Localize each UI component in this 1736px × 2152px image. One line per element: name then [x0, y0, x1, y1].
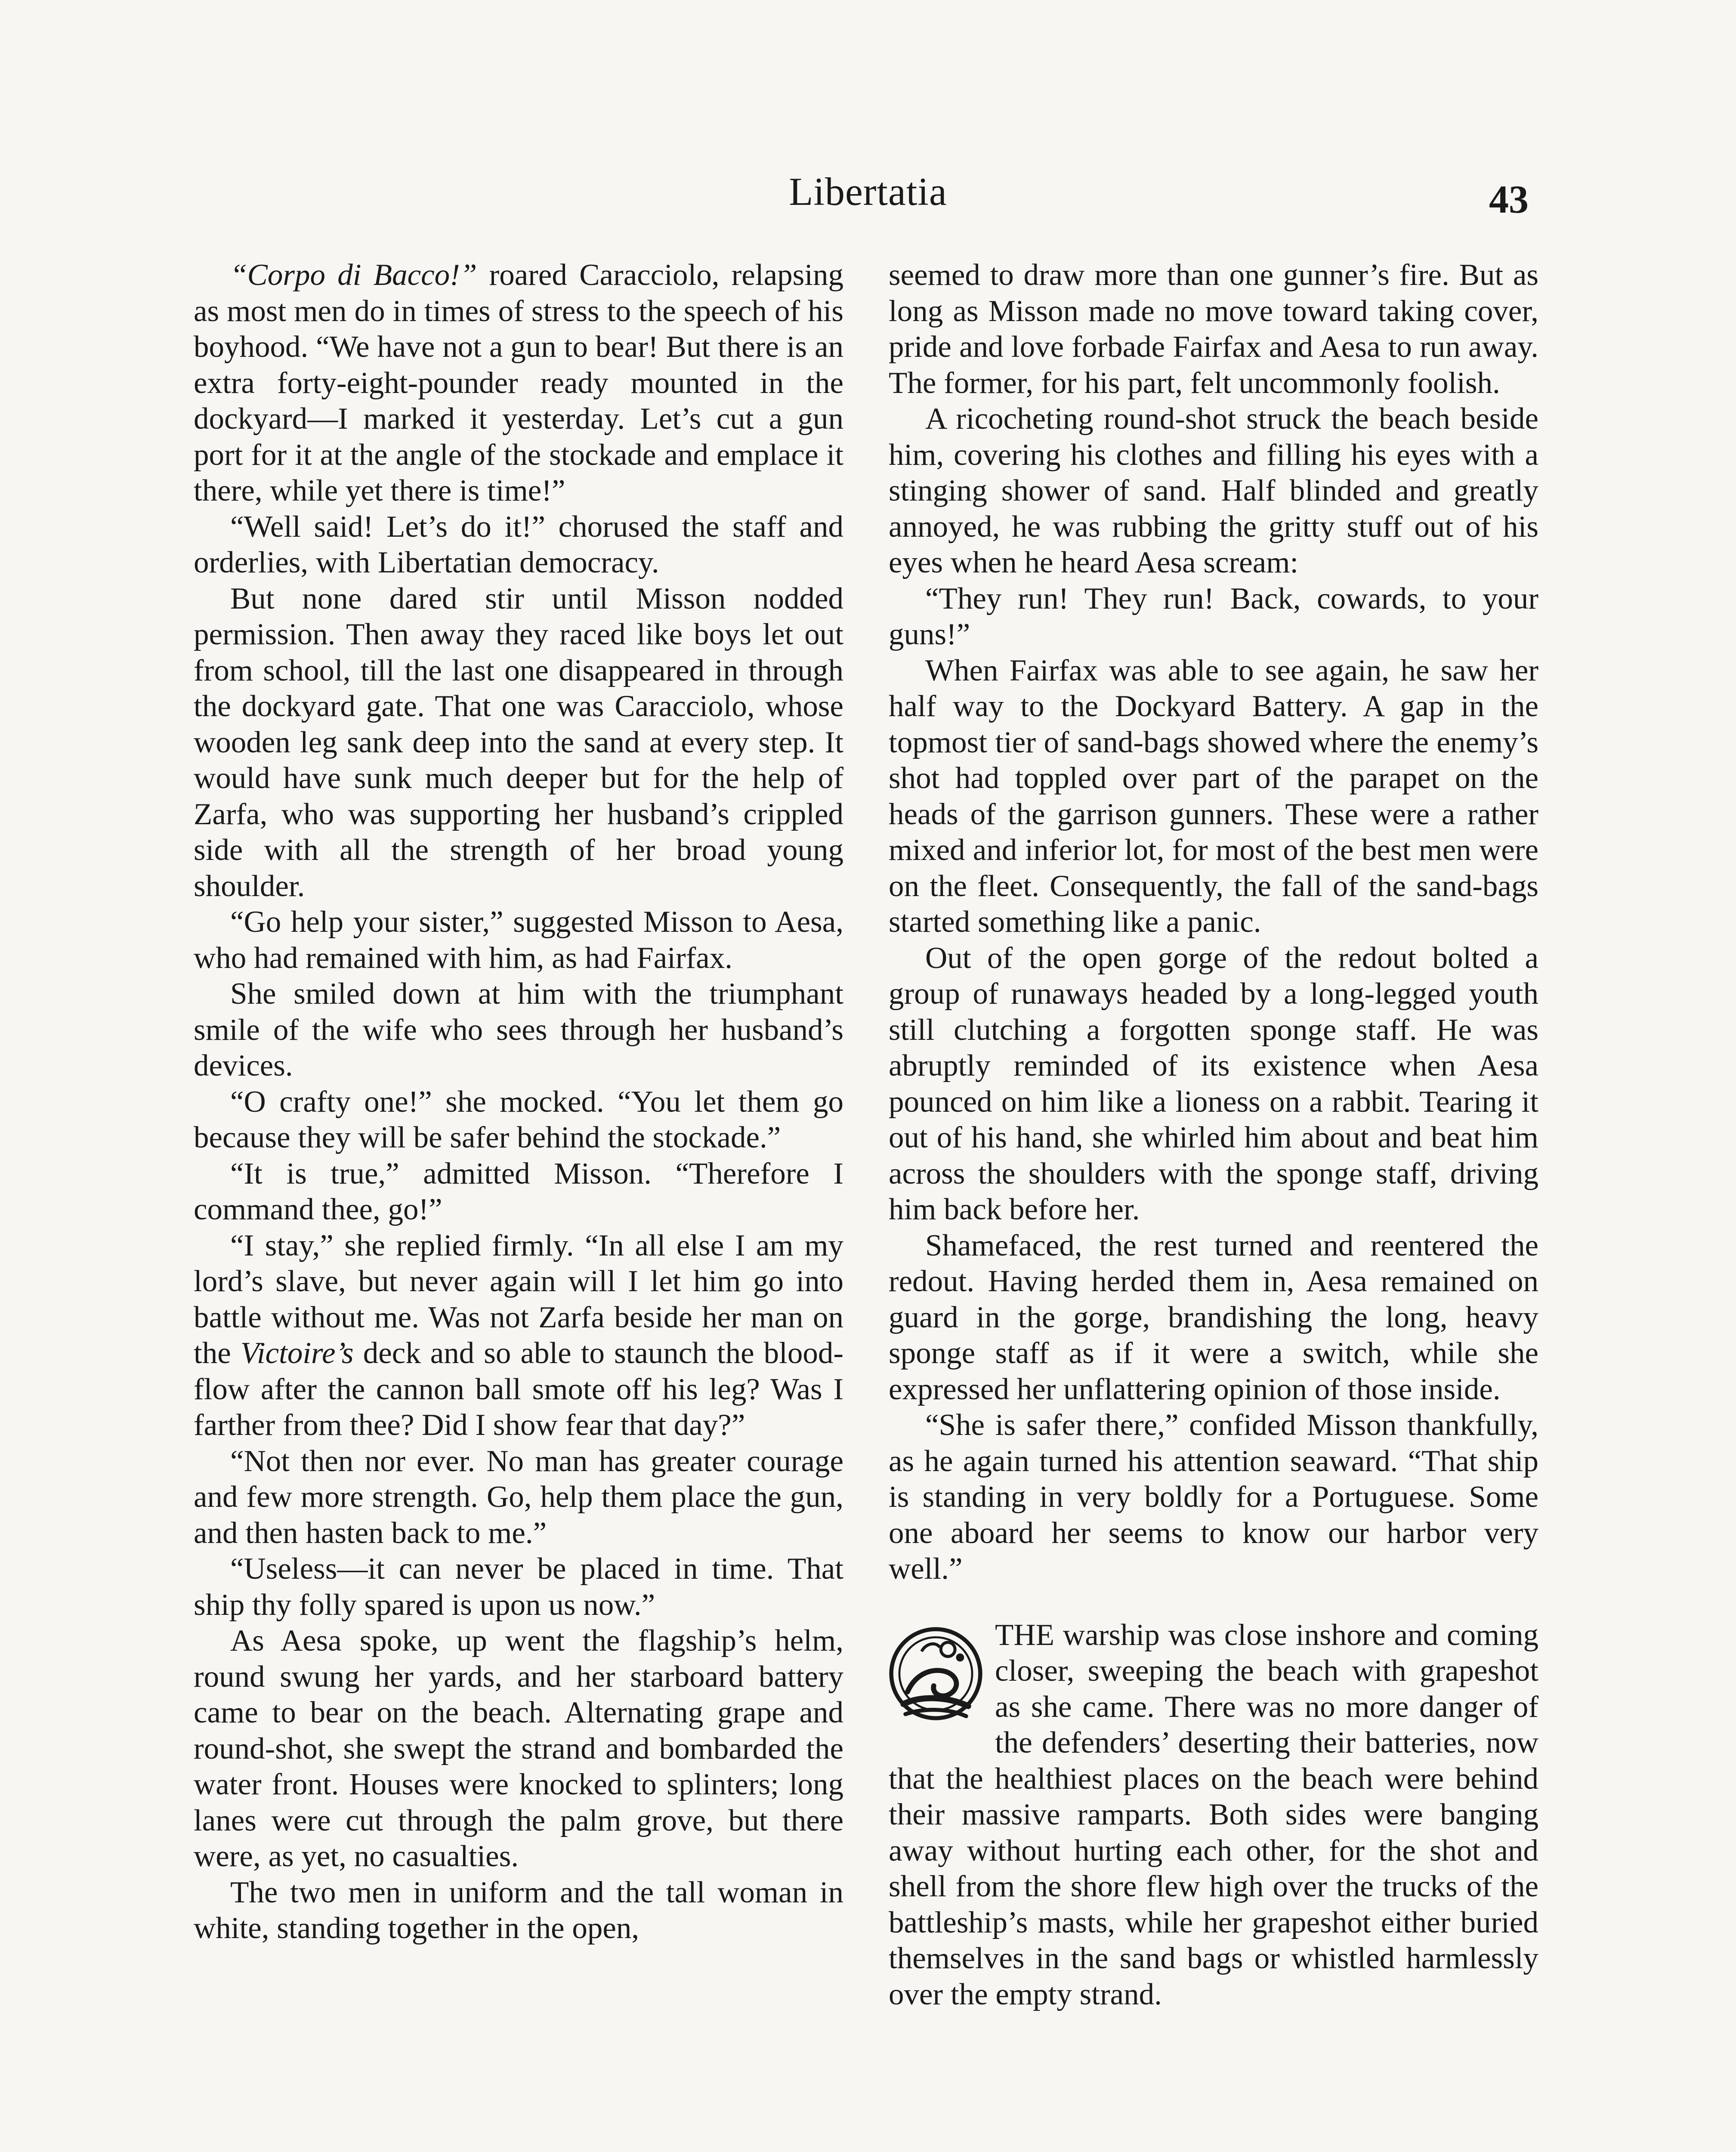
- paragraph: “They run! They run! Back, cowards, to your guns!”: [889, 581, 1538, 651]
- paragraph: Out of the open gorge of the redout bolted a group of runaways headed by a long-legged youth still clutching a forgotten sponge staff. He was abruptly reminded of its existence when Aesa pounced on him like a lioness on a rabbit. Tearing it out of his hand, she whirled him about and beat him across the shoulders with the sponge staff, driving him back before her.: [889, 941, 1538, 1226]
- page-number: 43: [1489, 177, 1529, 221]
- paragraph: “Well said! Let’s do it!” chorused the staff and orderlies, with Libertatian democracy.: [194, 510, 843, 579]
- paragraph-continued: seemed to draw more than one gunner’s fire. But as long as Misson made no move toward taking cover, pride and love forbade Fairfax and Aesa to run away. The former, for his part, felt uncommonly foolish.: [889, 258, 1538, 400]
- ship-name: Victoire’s: [240, 1336, 354, 1370]
- section-opening-paragraph: THE warship was close inshore and coming closer, sweeping the beach with grapeshot as she came. There was no more danger of the defenders’ deserting their batteries, now that the healthiest places on the beach were behind their massive ramparts. Both sides were banging away without hurting each other, for the shot and shell from the shore flew high over the trucks of the battleship’s masts, while her grapeshot either buried themselves in the sand bags or whistled harmlessly over the empty strand.: [889, 1617, 1538, 2013]
- paragraph: “Not then nor ever. No man has greater courage and few more strength. Go, help them place the gun, and then hasten back to me.”: [194, 1444, 843, 1550]
- ornamental-initial-icon: [885, 1621, 986, 1728]
- paragraph: “Corpo di Bacco!” roared Caracciolo, relapsing as most men do in times of stress to the speech of his boyhood. “We have not a gun to bear! But there is an extra forty-eight-pounder ready mounted in the dockyard—I marked it yesterday. Let’s cut a gun port for it at the angle of the stockade and emplace it there, while yet there is time!”: [194, 258, 843, 507]
- paragraph: “I stay,” she replied firmly. “In all else I am my lord’s slave, but never again will I let him go into battle without me. Was not Zarfa beside her man on the Victoire’s deck and so able to staunch the blood-flow after the cannon ball smote off his leg? Was I farther from thee? Did I show fear that day?”: [194, 1228, 843, 1442]
- paragraph: When Fairfax was able to see again, he saw her half way to the Dockyard Battery. A gap in the topmost tier of sand-bags showed where the enemy’s shot had toppled over part of the parapet on the heads of the garrison gunners. These were a rather mixed and inferior lot, for most of the best men were on the fleet. Consequently, the fall of the sand-bags started something like a panic.: [889, 653, 1538, 939]
- right-column: [889, 257, 1538, 2013]
- running-title: Libertatia: [789, 170, 947, 213]
- paragraph: She smiled down at him with the triumphant smile of the wife who sees through her husband’s devices.: [194, 977, 843, 1082]
- paragraph: “It is true,” admitted Misson. “Therefore I command thee, go!”: [194, 1156, 843, 1226]
- left-column: [194, 257, 843, 1947]
- paragraph: As Aesa spoke, up went the flagship’s helm, round swung her yards, and her starboard battery came to bear on the beach. Alternating grape and round-shot, she swept the strand and bombarded the water front. Houses were knocked to splinters; long lanes were cut through the palm grove, but there were, as yet, no casualties.: [194, 1624, 843, 1873]
- italic-exclamation: “Corpo di Bacco!”: [230, 258, 477, 292]
- paragraph: “O crafty one!” she mocked. “You let them go because they will be safer behind the stockade.”: [194, 1085, 843, 1154]
- paragraph: Shamefaced, the rest turned and reentered the redout. Having herded them in, Aesa remained on guard in the gorge, brandishing the long, heavy sponge staff as if it were a switch, while she expressed her unflattering opinion of those inside.: [889, 1228, 1538, 1406]
- paragraph: “Go help your sister,” suggested Misson to Aesa, who had remained with him, as had Fairfax.: [194, 905, 843, 975]
- paragraph: “She is safer there,” confided Misson thankfully, as he again turned his attention seaward. “That ship is standing in very boldly for a Portuguese. Some one aboard her seems to know our harbor very well.”: [889, 1408, 1538, 1586]
- paragraph: “Useless—it can never be placed in time. That ship thy folly spared is upon us now.”: [194, 1552, 843, 1622]
- paragraph: A ricocheting round-shot struck the beach beside him, covering his clothes and filling his eyes with a stinging shower of sand. Half blinded and greatly annoyed, he was rubbing the gritty stuff out of his eyes when he heard Aesa scream:: [889, 402, 1538, 579]
- paragraph: But none dared stir until Misson nodded permission. Then away they raced like boys let out from school, till the last one disappeared in through the dockyard gate. That one was Caracciolo, whose wooden leg sank deep into the sand at every step. It would have sunk much deeper but for the help of Zarfa, who was supporting her husband’s crippled side with all the strength of her broad young shoulder.: [194, 581, 843, 903]
- paragraph: The two men in uniform and the tall woman in white, standing together in the open,: [194, 1875, 843, 1945]
